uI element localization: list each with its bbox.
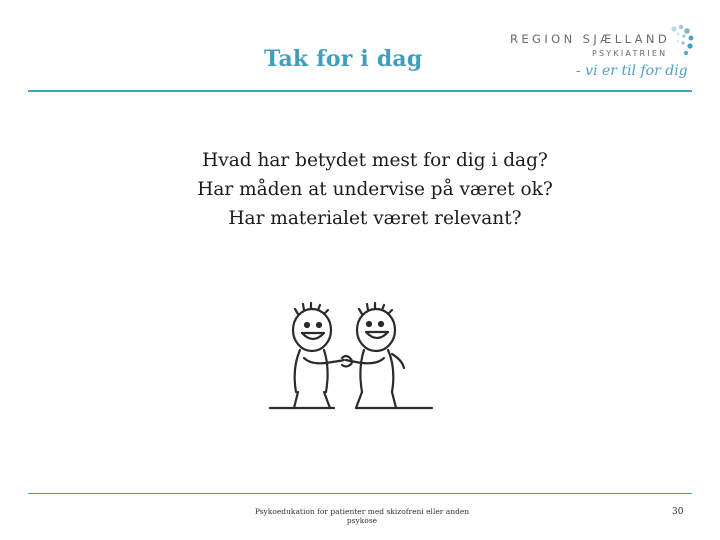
footer-caption-line: psykose (346, 516, 378, 525)
question-list (0, 146, 720, 233)
footer-divider (28, 493, 692, 494)
logo-subtitle: PSYKIATRIEN (592, 49, 668, 58)
slide-title: Tak for i dag (264, 46, 423, 72)
question-line: Har måden at undervise på været ok? (197, 179, 553, 200)
footer-caption-line: Psykoedukation for patienter med skizofreni eller anden (254, 507, 470, 516)
question-line: Hvad har betydet mest for dig i dag? (202, 150, 548, 171)
header-divider (28, 90, 692, 92)
page-number: 30 (672, 507, 684, 517)
footer-caption (252, 507, 472, 525)
region-sjaelland-logo (506, 24, 696, 90)
logo-dots-icon (666, 24, 696, 64)
handshake-stick-figures-illustration (264, 300, 444, 415)
logo-wordmark: REGION SJÆLLAND (510, 32, 671, 46)
logo-tagline: - vi er til for dig (576, 63, 688, 79)
question-line: Har materialet været relevant? (228, 208, 522, 229)
